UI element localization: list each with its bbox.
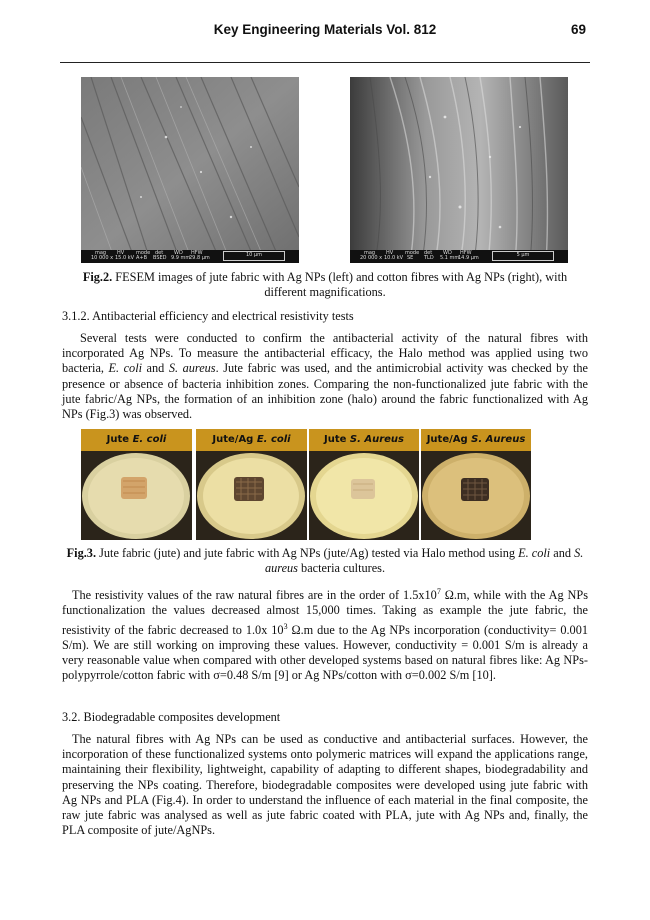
databar-label: det [424,250,433,256]
petri-photo [309,451,419,540]
panel-label: Jute/Ag S. Aureus [421,429,531,451]
databar-label: mag [364,250,376,256]
section-heading: 3.2. Biodegradable composites development [62,710,281,724]
databar-label: HV [386,250,394,256]
databar-value: 10.0 kV [384,255,404,261]
databar-value: BSED [153,255,167,261]
sem-databar [81,250,299,263]
journal-title: Key Engineering Materials Vol. 812 [213,22,437,37]
databar-value: 9.9 mm [171,255,191,261]
databar-label: HFW [460,250,472,256]
sem-image-jute [81,77,299,263]
databar-label: mag [95,250,107,256]
header-rule [60,62,590,63]
scale-bar: 10 µm [223,251,285,261]
panel-label: Jute S. Aureus [309,429,419,451]
petri-photo [196,451,307,540]
figure-label: Fig.3. [66,546,97,560]
databar-value: 29.8 µm [189,255,210,261]
databar-label: mode [136,250,151,256]
petri-panel-jute-saureus [309,429,419,540]
figure-label: Fig.2. [82,270,113,284]
figure-3-caption: Fig.3. Jute fabric (jute) and jute fabric with Ag NPs (jute/Ag) tested via Halo method using E. coli and S. aureus bacteria cultures. [66,546,584,575]
databar-label: HV [117,250,125,256]
databar-value: TLD [424,255,434,261]
petri-panel-jute-ecoli [81,429,192,540]
databar-value: 15.0 kV [115,255,135,261]
caption-text: FESEM images of jute fabric with Ag NPs (left) and cotton fibres with Ag NPs (right), with different magnifications. [112,270,568,299]
databar-label: HFW [191,250,203,256]
sem-databar [350,250,568,263]
databar-value: SE [407,255,414,261]
databar-label: det [155,250,164,256]
page-number: 69 [570,22,586,37]
petri-panel-jute-ag-saureus [421,429,531,540]
databar-value: A+B [136,255,148,261]
databar-value: 10 000 x [91,255,114,261]
paragraph: The resistivity values of the raw natural fibres are in the order of $1.5x10^7$ Ω.m, while with the Ag NPs functionalization the values decreased almost 15,000 times. Taking as example the jute fabric, the resistivity of the fabric decreased to 1.0x $10^3$ Ω.m due to the Ag NPs incorporation (conductivity= 0.001 S/m). We are still working on improving these values. However, conductivity = 0.001 S/m is already a very reasonable value when compared with other developed systems based on natural fibres like: Ag NPs-polypyrrole/cotton fabric with σ=0.48 S/m [9] or Ag NPs/cotton with σ=0.002 S/m [10]. [62,587,589,683]
databar-value: 14.9 µm [458,255,479,261]
scale-bar: 5 µm [492,251,554,261]
running-header [62,22,588,42]
databar-label: mode [405,250,420,256]
petri-panel-jute-ag-ecoli [196,429,307,540]
paragraph: Several tests were conducted to confirm the antibacterial activity of the natural fibres with incorporated Ag NPs. To measure the antibacterial efficacy, the Halo method was applied using two bacteria, E. coli and S. aureus. Jute fabric was used, and the antimicrobial activity was checked by the presence or absence of bacteria inhibition zones. Comparing the non-functionalized jute fabric with the jute fabric/Ag NPs, the formation of an inhibition zone (halo) around the fabric functionalized with Ag NPs (Fig.3) was observed. [62,331,589,422]
databar-value: 5.1 mm [440,255,460,261]
databar-value: 20 000 x [360,255,383,261]
paragraph: The natural fibres with Ag NPs can be used as conductive and antibacterial surfaces. However, the incorporation of these functionalized systems onto polymeric matrices will expand the applications range, maintaining their flexibility, lightweight, capability of adapting to different shapes, biodegradability and preserving the NPs coating. Therefore, biodegradable composites were developed using jute fabric with Ag NPs and PLA (Fig.4). In order to understand the influence of each material in the final composite, the raw jute fabric was analysed as well as jute fabric coated with PLA, jute with Ag NPs and, finally, the PLA composite of jute/AgNPs. [62,732,588,838]
petri-photo [421,451,531,540]
petri-photo [81,451,192,540]
panel-label: Jute E. coli [81,429,192,451]
figure-2-caption [62,270,588,300]
sem-image-cotton [350,77,568,263]
databar-label: WD [443,250,452,256]
databar-label: WD [174,250,183,256]
panel-label: Jute/Ag E. coli [196,429,307,451]
section-heading: 3.1.2. Antibacterial efficiency and electrical resistivity tests [62,309,354,323]
